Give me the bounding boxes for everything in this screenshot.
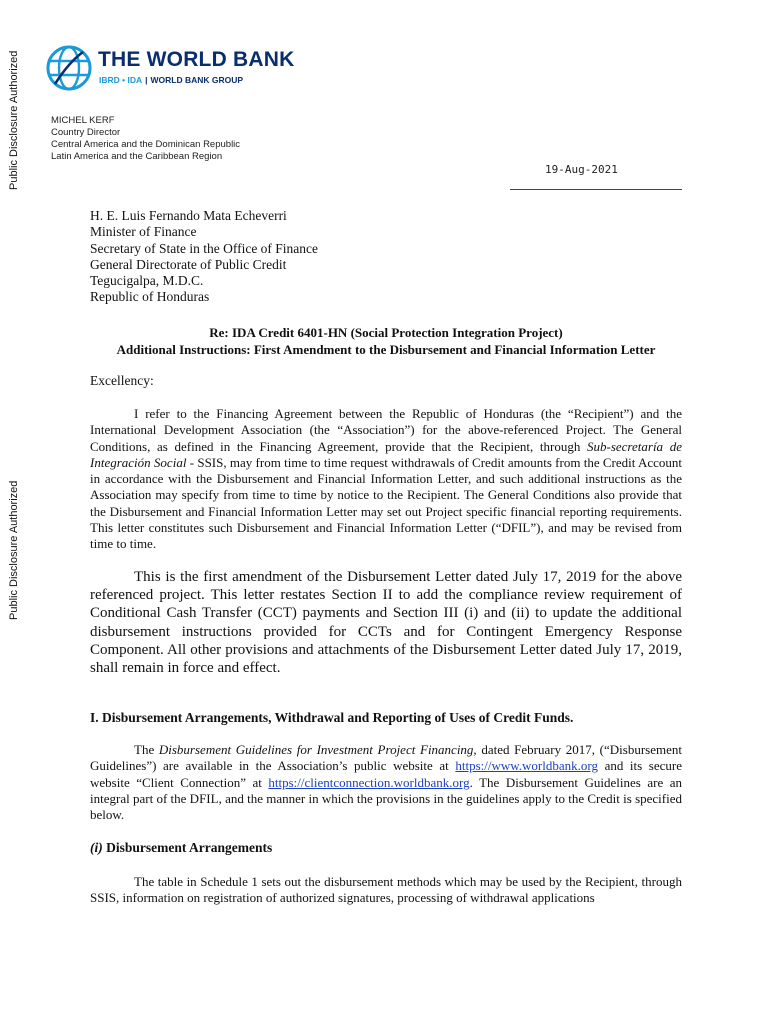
addressee-line: General Directorate of Public Credit <box>90 256 287 272</box>
section-heading: I. Disbursement Arrangements, Withdrawal and Reporting of Uses of Credit Funds. <box>90 710 574 725</box>
paragraph-amendment: This is the first amendment of the Disbursement Letter dated July 17, 2019 for the above referenced project. This letter restates Section II to add the compliance review requirement of Conditional Cash Transfer (CCT) payments and Section III (i) and (ii) to update the additional disbursement instructions provided for CCTs and for Contingent Emergency Response Component. All other provisions and attachments of the Disbursement Letter dated July 17, 2019, shall remain in force and effect. <box>90 569 682 677</box>
logo-separator: | <box>145 75 148 85</box>
sender-block <box>51 115 240 163</box>
salutation: Excellency: <box>90 373 154 388</box>
addressee-line: Tegucigalpa, M.D.C. <box>90 273 204 289</box>
subject-line: Re: IDA Credit 6401-HN (Social Protection Integration Project) <box>209 325 563 340</box>
addressee-line: Secretary of State in the Office of Finance <box>90 240 319 256</box>
worldbank-link[interactable]: https://www.worldbank.org <box>455 758 598 774</box>
paragraph-guidelines <box>90 742 682 823</box>
paragraph-text: The <box>134 742 159 757</box>
date-underline <box>510 189 682 190</box>
subsection-heading <box>90 840 272 856</box>
sender-region: Latin America and the Caribbean Region <box>51 151 223 162</box>
disclosure-stamp-top: Public Disclosure Authorized <box>8 50 20 190</box>
paragraph-intro <box>90 406 682 553</box>
sender-region: Central America and the Dominican Republic <box>51 139 241 150</box>
paragraph-text: I refer to the Financing Agreement between the Republic of Honduras (the “Recipient”) and the International Development Association (the “Association”) for the above-referenced Project. The General Conditions, as defined in the Financing Agreement, provide that the Recipient, through <box>90 406 682 454</box>
italic-text: Sub-secretaría de Integración Social <box>90 438 682 470</box>
subject-line: Additional Instructions: First Amendment to the Disbursement and Financial Information Letter <box>116 342 656 357</box>
addressee-block <box>90 208 318 306</box>
letter-date: 19-Aug-2021 <box>545 163 618 176</box>
paragraph-text: - SSIS, may from time to time request withdrawals of Credit amounts from the Credit Account in accordance with the Disbursement and Financial Information Letter, and such additional instructions as the Association may specify from time to time by notice to the Recipient. The General Conditions also provide that the Disbursement and Financial Information Letter may set out Project specific financial reporting requirements. This letter constitutes such Disbursement and Financial Information Letter (“DFIL”), and may be revised from time to time. <box>90 454 682 552</box>
logo-title: THE WORLD BANK <box>98 48 295 71</box>
italic-text: Disbursement Guidelines for Investment Project Financing, <box>158 742 477 757</box>
paragraph-schedule: The table in Schedule 1 sets out the disbursement methods which may be used by the Recipient, through SSIS, information on registration of authorized signatures, processing of withdrawal applications <box>90 874 682 906</box>
addressee-line: H. E. Luis Fernando Mata Echeverri <box>90 208 287 223</box>
subsection-title: Disbursement Arrangements <box>102 840 273 855</box>
logo-ibrd-ida: IBRD • IDA <box>99 75 143 85</box>
sender-name: MICHEL KERF <box>51 115 115 126</box>
subsection-label: (i) <box>90 840 103 855</box>
paragraph-text: . The Disbursement Guidelines are an integral part of the DFIL, and the manner in which the provisions in the guidelines apply to the Credit is specified below. <box>90 774 683 823</box>
client-connection-link[interactable]: https://clientconnection.worldbank.org <box>268 774 470 790</box>
world-bank-logo <box>45 44 295 96</box>
addressee-line: Republic of Honduras <box>90 289 210 305</box>
disclosure-stamp-middle: Public Disclosure Authorized <box>8 480 20 620</box>
addressee-line: Minister of Finance <box>90 224 197 240</box>
sender-title: Country Director <box>51 127 121 138</box>
paragraph-text: and its secure website “Client Connection” at <box>90 758 682 790</box>
logo-group: WORLD BANK GROUP <box>150 75 244 85</box>
logo-subtitle <box>99 75 243 85</box>
globe-icon <box>45 44 93 92</box>
subject-block <box>90 324 682 358</box>
paragraph-text: dated February 2017, (“Disbursement Guidelines”) are available in the Association’s public website at <box>90 742 682 774</box>
